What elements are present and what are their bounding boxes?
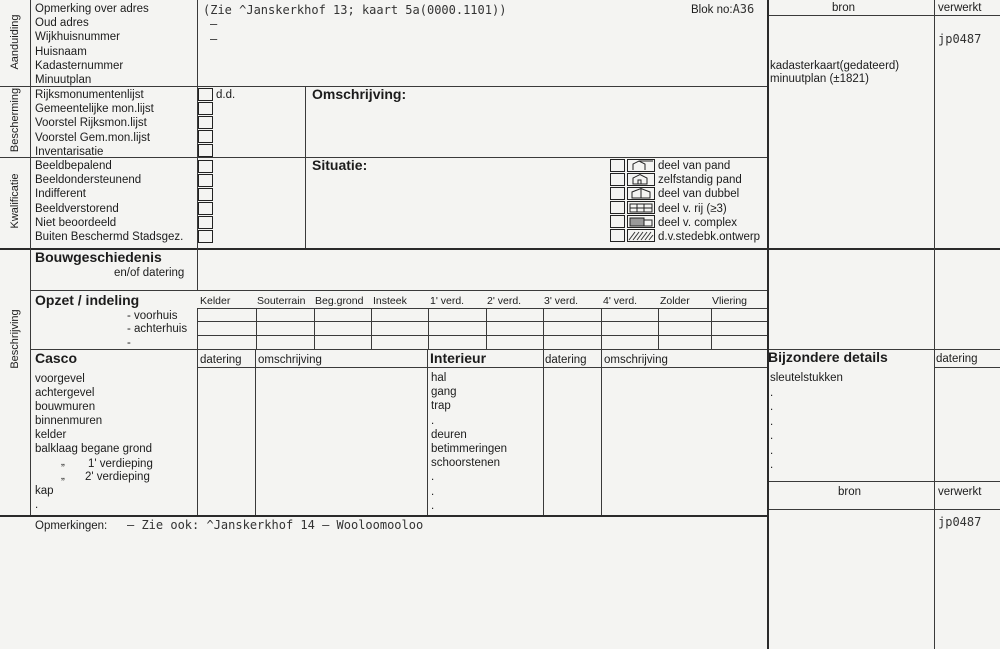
floor-col-3-verd: 3' verd. bbox=[544, 295, 579, 307]
bescherming-checkbox-5[interactable] bbox=[198, 144, 213, 157]
interieur-gang: gang bbox=[431, 386, 457, 399]
casco-ditto-2: „ bbox=[61, 470, 65, 482]
interieur-deuren: deuren bbox=[431, 428, 467, 441]
casco-ditto-1: „ bbox=[61, 456, 65, 468]
row-houses-icon bbox=[627, 201, 655, 214]
blok-no-label bbox=[691, 2, 754, 17]
complex-icon bbox=[627, 215, 655, 228]
kwalificatie-list bbox=[35, 159, 183, 244]
rule-bouw-label bbox=[197, 248, 198, 290]
rule-interieur-dat-left bbox=[543, 349, 544, 515]
urban-design-icon bbox=[627, 229, 655, 242]
interieur-hal: hal bbox=[431, 372, 447, 384]
kwalificatie-niet-beoordeeld: Niet beoordeeld bbox=[35, 216, 117, 229]
field-wijkhuisnummer: Wijkhuisnummer bbox=[35, 31, 120, 44]
rule-verwerkt-col bbox=[934, 0, 935, 649]
building-part-icon bbox=[627, 159, 655, 172]
interieur-trap: trap bbox=[431, 400, 451, 413]
rule-dd-right bbox=[305, 86, 306, 248]
situatie-deel-van-pand: deel van pand bbox=[658, 160, 731, 172]
rule-bron-row-top bbox=[767, 481, 1000, 482]
floor-col-1-verd: 1' verd. bbox=[430, 295, 465, 307]
interieur-dot-3: . bbox=[431, 485, 435, 498]
casco-1-verdieping: 1' verdieping bbox=[88, 458, 153, 470]
bescherming-checkbox-1[interactable] bbox=[198, 88, 213, 101]
kwalificatie-checkbox-1[interactable] bbox=[198, 160, 213, 173]
bescherming-checkbox-3[interactable] bbox=[198, 116, 213, 129]
detached-building-icon bbox=[627, 173, 655, 186]
interieur-schoorstenen: schoorstenen bbox=[431, 457, 501, 470]
kwalificatie-indifferent: Indifferent bbox=[35, 188, 86, 201]
casco-omschrijving-header: omschrijving bbox=[258, 354, 322, 366]
section-label-aanduiding: Aanduiding bbox=[9, 14, 21, 70]
rule-casco-header bbox=[197, 367, 767, 368]
casco-title: Casco bbox=[35, 350, 78, 366]
bouwgeschiedenis-title: Bouwgeschiedenis bbox=[35, 249, 162, 265]
rule-floor-col6 bbox=[543, 308, 544, 349]
situatie-checkbox-5[interactable] bbox=[610, 215, 625, 228]
bijzondere-dot-3: . bbox=[770, 415, 774, 428]
casco-bouwmuren: bouwmuren bbox=[35, 401, 96, 413]
bijzondere-datering-header: datering bbox=[936, 353, 978, 365]
verwerkt-value-top[interactable]: jp0487 bbox=[938, 32, 982, 46]
floor-col-4-verd: 4' verd. bbox=[603, 295, 638, 307]
rule-floor-row1 bbox=[197, 308, 767, 309]
bijzondere-dot-1: . bbox=[770, 386, 774, 399]
rule-casco-bottom bbox=[0, 515, 767, 517]
rule-label-strip bbox=[30, 0, 31, 515]
situatie-checkbox-4[interactable] bbox=[610, 201, 625, 214]
rule-interieur-left bbox=[427, 349, 428, 515]
casco-items bbox=[35, 372, 152, 456]
situatie-options bbox=[658, 159, 760, 244]
bron-header: bron bbox=[832, 2, 856, 14]
rule-bron-row-bottom bbox=[767, 509, 1000, 510]
situatie-title: Situatie: bbox=[312, 157, 368, 173]
verwerkt-footer-header: verwerkt bbox=[938, 486, 982, 498]
bescherming-checkbox-4[interactable] bbox=[198, 130, 213, 143]
kwalificatie-checkbox-2[interactable] bbox=[198, 174, 213, 187]
kwalificatie-checkbox-6[interactable] bbox=[198, 230, 213, 243]
bescherming-gemeentelijke-lijst: Gemeentelijke mon.lijst bbox=[35, 103, 154, 116]
bijzondere-dot-5: . bbox=[770, 444, 774, 457]
interieur-title: Interieur bbox=[430, 350, 487, 366]
section-label-beschrijving: Beschrijving bbox=[9, 309, 21, 369]
casco-binnenmuren: binnenmuren bbox=[35, 415, 103, 427]
rule-floor-col2 bbox=[314, 308, 315, 349]
opmerkingen-label: Opmerkingen: bbox=[35, 520, 108, 532]
bijzondere-title: Bijzondere details bbox=[768, 349, 888, 365]
kwalificatie-buiten-beschermd: Buiten Beschermd Stadsgez. bbox=[35, 231, 184, 244]
rule-right-panel bbox=[767, 0, 769, 649]
situatie-deel-v-complex: deel v. complex bbox=[658, 216, 738, 229]
situatie-checkbox-2[interactable] bbox=[610, 173, 625, 186]
bescherming-list bbox=[35, 88, 154, 159]
field-kadasternummer: Kadasternummer bbox=[35, 59, 124, 72]
bouwgeschiedenis-sub: en/of datering bbox=[114, 267, 185, 279]
bijzondere-items bbox=[770, 371, 843, 473]
rule-top-header bbox=[767, 15, 1000, 16]
kwalificatie-beeldbepalend: Beeldbepalend bbox=[35, 160, 112, 172]
verwerkt-header: verwerkt bbox=[938, 2, 982, 14]
floor-col-zolder: Zolder bbox=[660, 295, 690, 307]
bron-entry-minuutplan[interactable]: minuutplan (±1821) bbox=[770, 73, 870, 85]
omschrijving-title: Omschrijving: bbox=[312, 86, 407, 102]
section-label-kwalificatie: Kwalificatie bbox=[9, 173, 21, 229]
situatie-checkbox-3[interactable] bbox=[610, 187, 625, 200]
situatie-deel-v-rij: deel v. rij (≥3) bbox=[658, 202, 727, 215]
typed-dash-wijkhuisnummer[interactable]: — bbox=[210, 17, 218, 31]
casco-achtergevel: achtergevel bbox=[35, 387, 95, 399]
bijzondere-dot-2: . bbox=[770, 401, 774, 413]
dd-label: d.d. bbox=[216, 89, 236, 101]
semi-detached-icon bbox=[627, 187, 655, 200]
floor-col-insteek: Insteek bbox=[373, 295, 407, 307]
typed-address-note[interactable]: (Zie ^Janskerkhof 13; kaart 5a(0000.1101)) bbox=[203, 3, 507, 17]
rule-bijz-header bbox=[934, 367, 1000, 368]
interieur-omschrijving-header: omschrijving bbox=[604, 354, 668, 366]
opzet-row-voorhuis: - voorhuis bbox=[127, 310, 178, 322]
rule-interieur-dat-right bbox=[601, 349, 602, 515]
interieur-dot-4: . bbox=[431, 499, 435, 512]
casco-kap: kap bbox=[35, 485, 54, 497]
field-oud-adres: Oud adres bbox=[35, 17, 89, 30]
situatie-checkbox-6[interactable] bbox=[610, 229, 625, 242]
typed-dash-huisnaam[interactable]: — bbox=[210, 32, 218, 46]
bescherming-voorstel-gemmon: Voorstel Gem.mon.lijst bbox=[35, 131, 151, 144]
casco-kelder: kelder bbox=[35, 429, 67, 441]
interieur-datering-header: datering bbox=[545, 354, 587, 366]
floor-col-vliering: Vliering bbox=[712, 295, 748, 307]
rule-casco-dat-left bbox=[197, 349, 198, 515]
opzet-title: Opzet / indeling bbox=[35, 292, 140, 308]
field-opmerking-over-adres: Opmerking over adres bbox=[35, 3, 149, 15]
bijzondere-dot-4: . bbox=[770, 430, 774, 442]
floor-col-kelder: Kelder bbox=[200, 295, 231, 307]
bescherming-inventarisatie: Inventarisatie bbox=[35, 145, 104, 158]
kwalificatie-beeldverstorend: Beeldverstorend bbox=[35, 202, 119, 215]
kwalificatie-checkbox-3[interactable] bbox=[198, 188, 213, 201]
bescherming-voorstel-rijksmon: Voorstel Rijksmon.lijst bbox=[35, 117, 147, 130]
casco-voorgevel: voorgevel bbox=[35, 373, 85, 385]
interieur-dot-1: . bbox=[431, 414, 435, 427]
floor-col-souterrain: Souterrain bbox=[257, 295, 306, 307]
casco-balklaag: balklaag begane grond bbox=[35, 443, 153, 455]
aanduiding-field-list bbox=[35, 2, 149, 87]
situatie-zelfstandig-pand: zelfstandig pand bbox=[658, 174, 742, 187]
section-label-bescherming: Bescherming bbox=[9, 87, 21, 153]
opzet-row-empty: - bbox=[127, 337, 131, 349]
rule-floor-row3 bbox=[197, 335, 767, 336]
opzet-row-achterhuis: - achterhuis bbox=[127, 323, 188, 335]
bescherming-checkbox-2[interactable] bbox=[198, 102, 213, 115]
rule-floor-col4 bbox=[428, 308, 429, 349]
situatie-checkbox-1[interactable] bbox=[610, 159, 625, 172]
interieur-dot-2: . bbox=[431, 471, 435, 484]
casco-dot: . bbox=[35, 499, 39, 511]
kwalificatie-checkbox-4[interactable] bbox=[198, 202, 213, 215]
situatie-stedebk-ontwerp: d.v.stedebk.ontwerp bbox=[658, 231, 761, 244]
rule-floor-row2 bbox=[197, 321, 767, 322]
interieur-items bbox=[431, 371, 507, 513]
rule-bouwgeschiedenis-bottom bbox=[30, 290, 767, 291]
field-minuutplan: Minuutplan bbox=[35, 74, 92, 87]
verwerkt-value-bottom[interactable]: jp0487 bbox=[938, 515, 982, 529]
bron-footer-header: bron bbox=[838, 486, 862, 498]
rule-floor-col7 bbox=[601, 308, 602, 349]
kwalificatie-checkbox-5[interactable] bbox=[198, 216, 213, 229]
rule-casco-dat-right bbox=[255, 349, 256, 515]
opmerkingen-typed-text[interactable]: – Zie ook: ^Janskerkhof 14 – Wooloomooloo bbox=[127, 518, 424, 532]
interieur-betimmeringen: betimmeringen bbox=[431, 443, 508, 456]
casco-datering-header: datering bbox=[200, 354, 242, 366]
rule-floor-col3 bbox=[371, 308, 372, 349]
floor-col-2-verd: 2' verd. bbox=[487, 295, 522, 307]
rule-floor-col1 bbox=[256, 308, 257, 349]
bijzondere-dot-6: . bbox=[770, 459, 774, 471]
bescherming-rijksmonumentenlijst: Rijksmonumentenlijst bbox=[35, 89, 144, 101]
field-huisnaam: Huisnaam bbox=[35, 45, 87, 58]
blok-value[interactable]: A36 bbox=[732, 2, 755, 16]
rule-floor-col0 bbox=[197, 308, 198, 349]
floor-col-beg-grond: Beg.grond bbox=[315, 295, 364, 307]
situatie-deel-van-dubbel: deel van dubbel bbox=[658, 188, 740, 201]
kwalificatie-beeldondersteunend: Beeldondersteunend bbox=[35, 174, 142, 187]
bron-entry-kadasterkaart[interactable]: kadasterkaart(gedateerd) bbox=[770, 60, 900, 72]
blok-label: Blok no: bbox=[691, 4, 733, 16]
rule-floor-col9 bbox=[711, 308, 712, 349]
bijzondere-sleutelstukken: sleutelstukken bbox=[770, 372, 843, 384]
casco-2-verdieping: 2' verdieping bbox=[85, 471, 150, 483]
rule-floor-col8 bbox=[658, 308, 659, 349]
rule-floor-col5 bbox=[486, 308, 487, 349]
